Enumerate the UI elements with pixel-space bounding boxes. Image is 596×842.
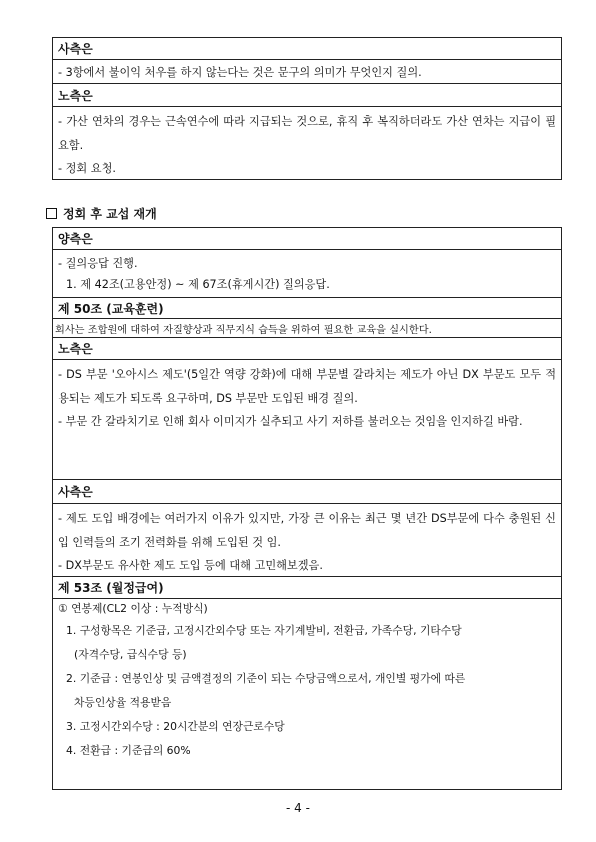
article-title: 제 50조 (교육훈련) — [53, 298, 561, 319]
speaker-header: 사측은 — [53, 38, 561, 60]
speaker-statement: - 가산 연차의 경우는 근속연수에 따라 지급되는 것으로, 휴직 후 복직하더라도 가산 연차는 지급이 필요함. - 정회 요청. — [58, 115, 556, 175]
article-items: ① 연봉제(CL2 이상 : 누적방식) 1. 구성항목은 기준급, 고정시간외수당 또는 자기계발비, 전환급, 가족수당, 기타수당 (자격수당, 급식수당 등) 2. 기준급 : 연봉인상 및 금액결정의 기준이 되는 수당금액으로서, 개인별 평가에 따른 차등인상율 적용받음 3. 고정시간외수당 : 20시간분의 연장근로수당 4. 전환급 : 기준급의 60% — [58, 602, 466, 757]
speaker-header: 사측은 — [53, 480, 561, 504]
speaker-header: 노측은 — [53, 84, 561, 107]
speaker-statement: - 제도 도입 배경에는 여러가지 이유가 있지만, 가장 큰 이유는 최근 몇 년간 DS부문에 다수 충원된 신입 인력들의 조기 전력화를 위해 도입된 것 임. - DX부문도 유사한 제도 도입 등에 대해 고민해보겠음. — [53, 504, 561, 577]
section-title: 정회 후 교섭 재개 — [46, 205, 157, 222]
article-title: 제 53조 (월정급여) — [53, 577, 561, 599]
negotiation-table-2 — [52, 227, 562, 790]
speaker-header: 양측은 — [53, 228, 561, 250]
page-number: - 4 - — [286, 801, 310, 815]
speaker-statement: - 3항에서 불이익 처우를 하지 않는다는 것은 문구의 의미가 무엇인지 질의. — [53, 60, 561, 84]
speaker-statement: - DS 부문 '오아시스 제도'(5일간 역량 강화)에 대해 부문별 갈라치는 제도가 아닌 DX 부문도 모두 적용되는 제도가 되도록 요구하며, DS 부문만 도입된 배경 질의. - 부문 간 갈라치기로 인해 회사 이미지가 실추되고 사기 저하를 불러오는 것임을 인지하길 바람. — [53, 360, 561, 480]
negotiation-table-1 — [52, 37, 562, 180]
speaker-header: 노측은 — [53, 338, 561, 360]
article-text: 회사는 조합원에 대하여 자질향상과 직무지식 습득을 위하여 필요한 교육을 실시한다. — [53, 319, 561, 338]
speaker-statement: - 질의응답 진행. 1. 제 42조(고용안정) ~ 제 67조(휴게시간) 질의응답. — [53, 250, 561, 298]
checkbox-icon — [46, 208, 57, 219]
